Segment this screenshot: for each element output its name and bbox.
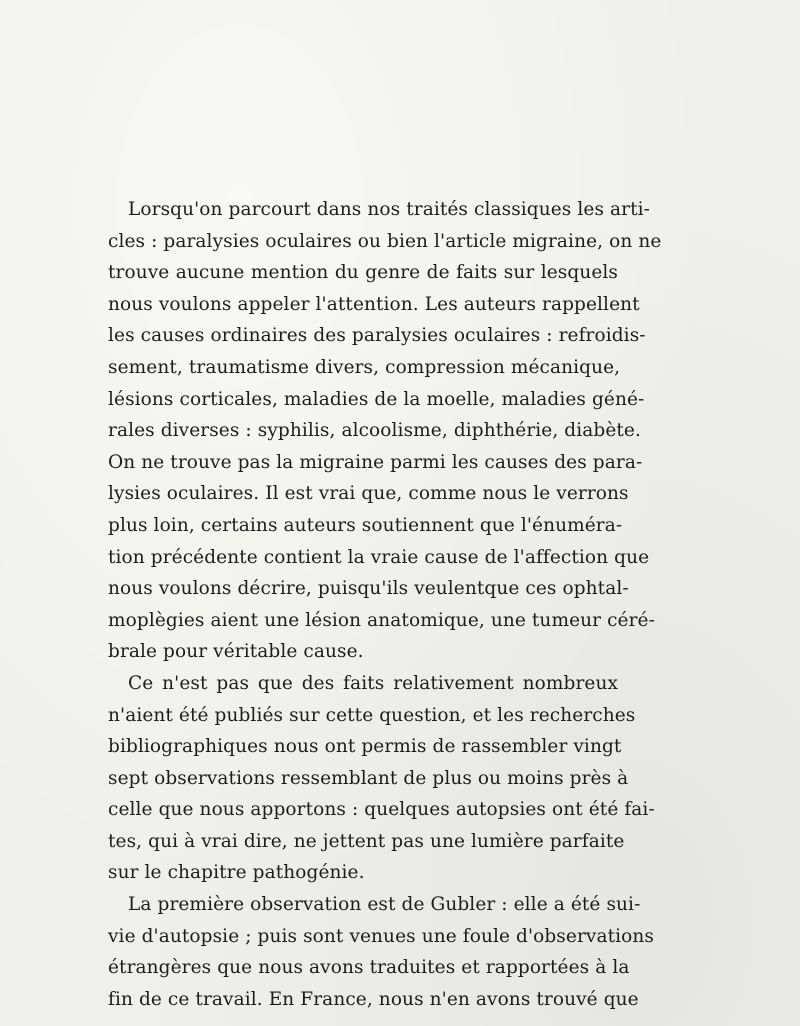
- text-line: tion précédente contient la vraie cause de l'affection que: [108, 546, 650, 568]
- text-line: trouve aucune mention du genre de faits sur lesquels: [108, 262, 618, 284]
- text-line: bibliographiques nous ont permis de rassembler vingt: [108, 736, 622, 758]
- text-line: tes, qui à vrai dire, ne jettent pas une lumière parfaite: [108, 830, 625, 852]
- text-line: lésions corticales, maladies de la moelle, maladies géné-: [108, 388, 645, 410]
- text-line: nous voulons appeler l'attention. Les auteurs rappellent: [108, 293, 640, 315]
- text-line: lysies oculaires. Il est vrai que, comme nous le verrons: [108, 483, 629, 505]
- paragraph-2: [108, 668, 655, 889]
- text-line: Ce n'est pas que des faits relativement nombreux: [128, 672, 618, 694]
- text-line: nous voulons décrire, puisqu'ils veulentque ces ophtal-: [108, 578, 629, 600]
- text-line: celle que nous apportons : quelques autopsies ont été fai-: [108, 799, 655, 821]
- text-line: n'aient été publiés sur cette question, et les recherches: [108, 704, 636, 726]
- paragraph-3: [108, 889, 654, 1015]
- text-line: cles : paralysies oculaires ou bien l'article migraine, on ne: [108, 230, 662, 252]
- text-line: La première observation est de Gubler : elle a été sui-: [128, 894, 641, 916]
- bleed-through-text: [330, 60, 650, 180]
- text-line: les causes ordinaires des paralysies oculaires : refroidis-: [108, 325, 646, 347]
- text-line: brale pour véritable cause.: [108, 641, 364, 663]
- paragraph-1: [108, 194, 662, 668]
- text-line: On ne trouve pas la migraine parmi les causes des para-: [108, 451, 643, 473]
- body-text: [108, 194, 662, 1015]
- text-line: rales diverses : syphilis, alcoolisme, diphthérie, diabète.: [108, 420, 641, 442]
- text-line: étrangères que nous avons traduites et rapportées à la: [108, 957, 630, 979]
- text-line: moplègies aient une lésion anatomique, une tumeur céré-: [108, 609, 655, 631]
- text-line: fin de ce travail. En France, nous n'en avons trouvé que: [108, 988, 639, 1010]
- text-line: sept observations ressemblant de plus ou moins près à: [108, 767, 629, 789]
- text-line: vie d'autopsie ; puis sont venues une foule d'observations: [108, 925, 654, 947]
- text-line: sement, traumatisme divers, compression mécanique,: [108, 356, 621, 378]
- text-line: Lorsqu'on parcourt dans nos traités classiques les arti-: [128, 199, 651, 220]
- text-line: sur le chapitre pathogénie.: [108, 862, 365, 884]
- text-line: plus loin, certains auteurs soutiennent que l'énuméra-: [108, 514, 623, 536]
